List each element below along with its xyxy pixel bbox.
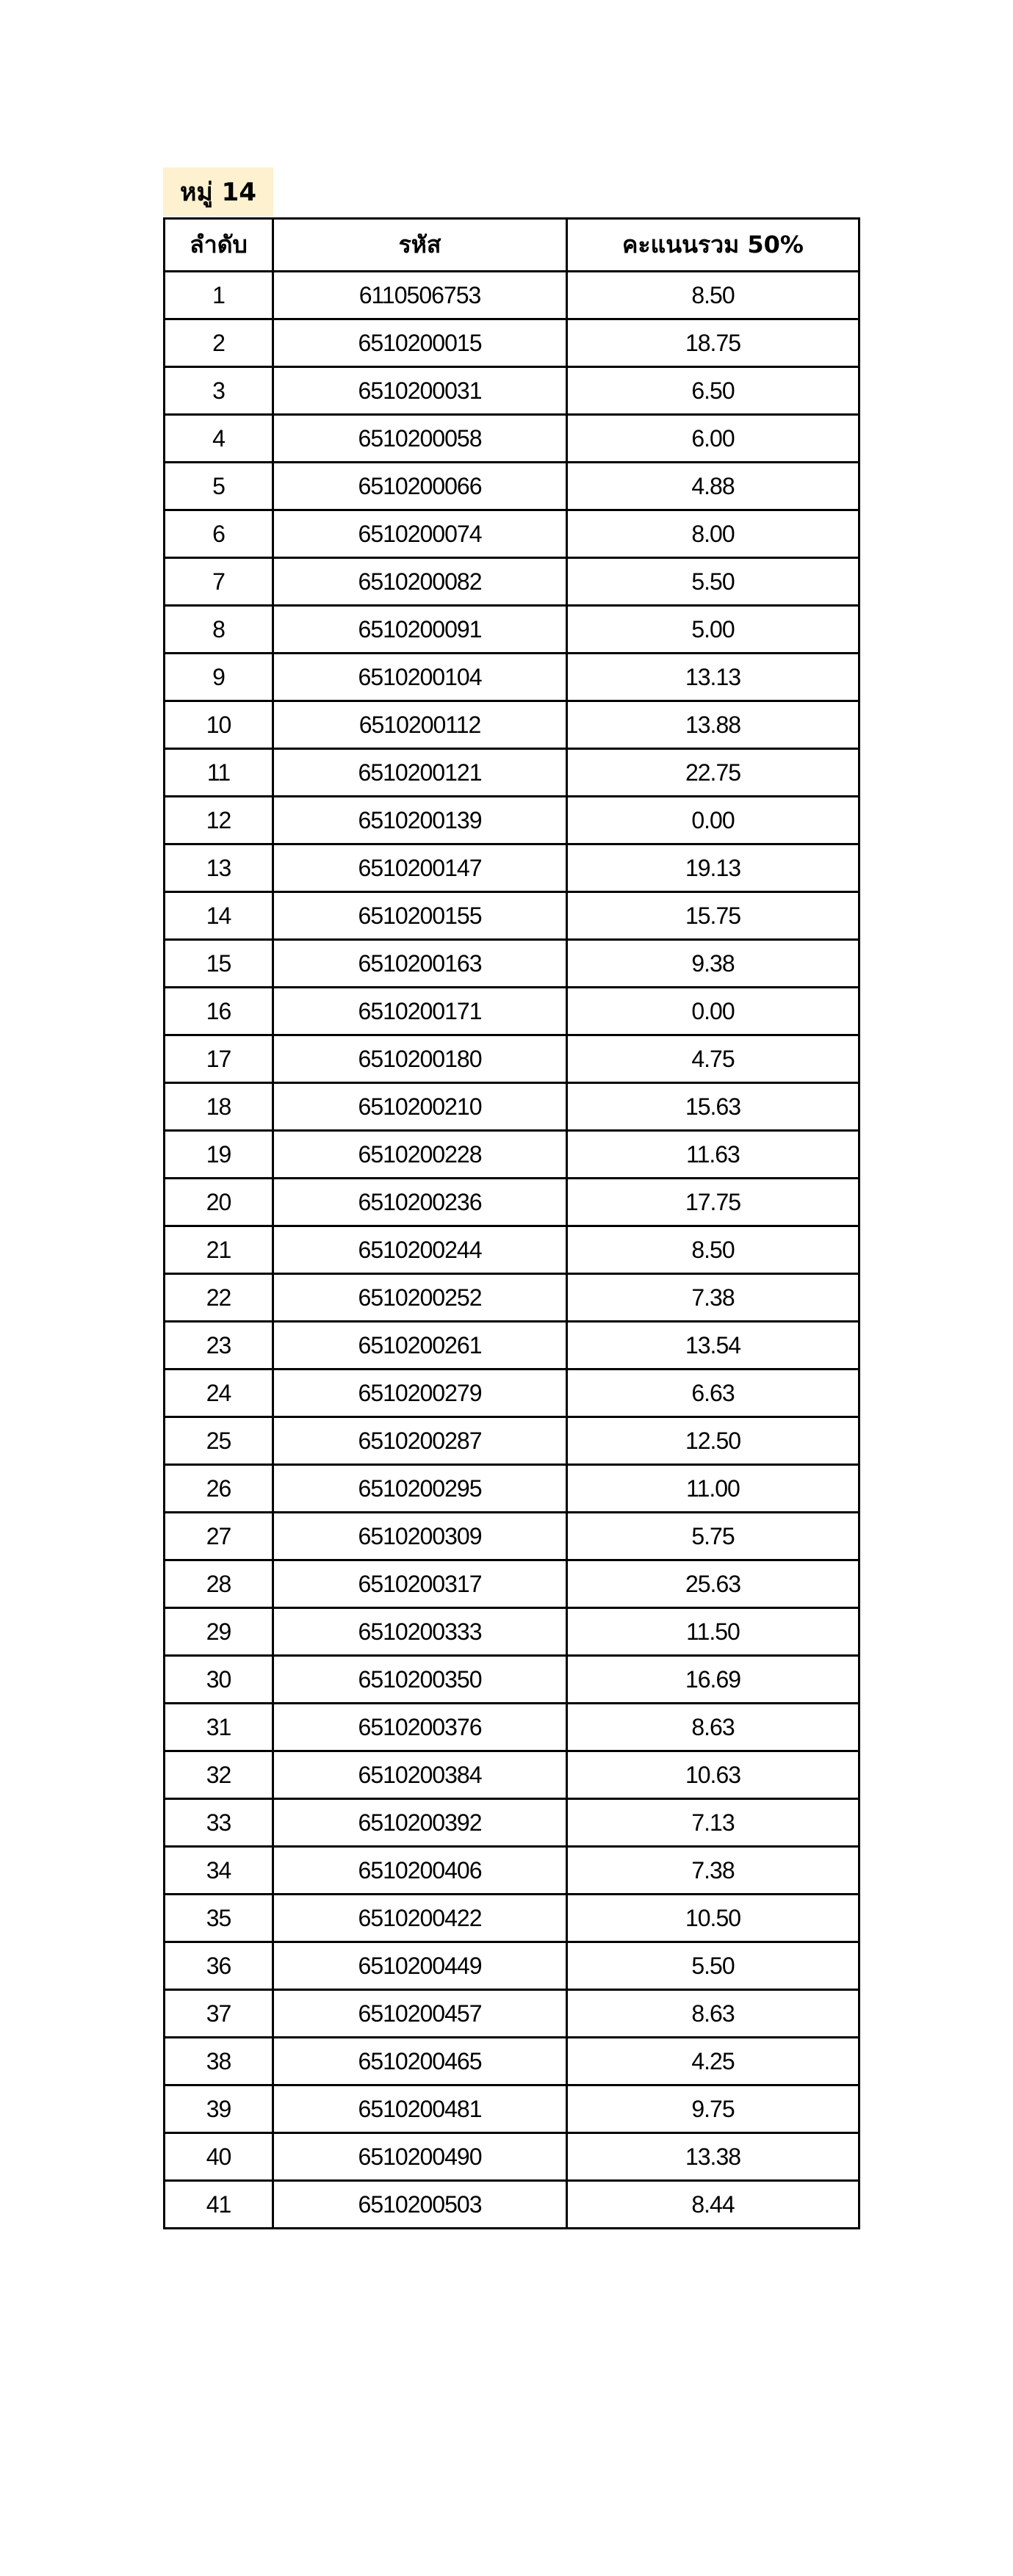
score-cell: 15.75	[567, 892, 859, 940]
table-row	[165, 463, 859, 510]
score-cell: 6.50	[567, 367, 859, 415]
table-row	[165, 749, 859, 797]
table-row	[165, 1322, 859, 1370]
table-body	[165, 272, 859, 2229]
student-id-cell: 6510200317	[273, 1560, 567, 1608]
score-cell: 7.13	[567, 1799, 859, 1847]
student-id-cell: 6510200082	[273, 558, 567, 606]
score-cell: 7.38	[567, 1847, 859, 1895]
row-number-cell: 8	[165, 606, 273, 654]
column-header-id: รหัส	[273, 219, 567, 272]
row-number-cell: 16	[165, 988, 273, 1035]
row-number-cell: 27	[165, 1513, 273, 1560]
score-cell: 5.75	[567, 1513, 859, 1560]
score-cell: 0.00	[567, 988, 859, 1035]
student-id-cell: 6510200309	[273, 1513, 567, 1560]
row-number-cell: 39	[165, 2085, 273, 2133]
student-id-cell: 6510200252	[273, 1274, 567, 1322]
column-header-no: ลำดับ	[165, 219, 273, 272]
student-id-cell: 6510200465	[273, 2038, 567, 2085]
score-cell: 10.63	[567, 1751, 859, 1799]
row-number-cell: 20	[165, 1179, 273, 1226]
table-row	[165, 367, 859, 415]
table-row	[165, 272, 859, 319]
table-row	[165, 1560, 859, 1608]
row-number-cell: 19	[165, 1131, 273, 1179]
student-id-cell: 6510200406	[273, 1847, 567, 1895]
student-id-cell: 6510200171	[273, 988, 567, 1035]
table-row	[165, 2085, 859, 2133]
score-cell: 6.63	[567, 1370, 859, 1417]
row-number-cell: 12	[165, 797, 273, 844]
student-id-cell: 6510200244	[273, 1226, 567, 1274]
table-row	[165, 1751, 859, 1799]
row-number-cell: 1	[165, 272, 273, 319]
table-row	[165, 701, 859, 749]
row-number-cell: 22	[165, 1274, 273, 1322]
score-cell: 4.25	[567, 2038, 859, 2085]
row-number-cell: 10	[165, 701, 273, 749]
table-row	[165, 2038, 859, 2085]
score-cell: 8.00	[567, 510, 859, 558]
table-row	[165, 1895, 859, 1942]
row-number-cell: 32	[165, 1751, 273, 1799]
student-id-cell: 6510200091	[273, 606, 567, 654]
row-number-cell: 14	[165, 892, 273, 940]
score-cell: 5.50	[567, 1942, 859, 1990]
student-id-cell: 6510200121	[273, 749, 567, 797]
student-id-cell: 6510200279	[273, 1370, 567, 1417]
score-cell: 11.63	[567, 1131, 859, 1179]
group-label: หมู่ 14	[163, 167, 273, 216]
score-cell: 17.75	[567, 1179, 859, 1226]
student-id-cell: 6110506753	[273, 272, 567, 319]
student-id-cell: 6510200261	[273, 1322, 567, 1370]
table-row	[165, 1370, 859, 1417]
score-cell: 9.75	[567, 2085, 859, 2133]
table-row	[165, 797, 859, 844]
score-cell: 5.50	[567, 558, 859, 606]
row-number-cell: 3	[165, 367, 273, 415]
table-row	[165, 415, 859, 463]
student-id-cell: 6510200422	[273, 1895, 567, 1942]
table-row	[165, 844, 859, 892]
student-id-cell: 6510200287	[273, 1417, 567, 1465]
row-number-cell: 26	[165, 1465, 273, 1513]
student-id-cell: 6510200074	[273, 510, 567, 558]
student-id-cell: 6510200147	[273, 844, 567, 892]
student-id-cell: 6510200384	[273, 1751, 567, 1799]
score-cell: 11.00	[567, 1465, 859, 1513]
row-number-cell: 25	[165, 1417, 273, 1465]
student-id-cell: 6510200058	[273, 415, 567, 463]
table-row	[165, 1704, 859, 1751]
row-number-cell: 2	[165, 319, 273, 367]
score-cell: 8.44	[567, 2181, 859, 2229]
table-row	[165, 1465, 859, 1513]
student-id-cell: 6510200376	[273, 1704, 567, 1751]
score-cell: 18.75	[567, 319, 859, 367]
student-id-cell: 6510200503	[273, 2181, 567, 2229]
table-row	[165, 319, 859, 367]
score-cell: 15.63	[567, 1083, 859, 1131]
score-cell: 25.63	[567, 1560, 859, 1608]
header-row	[165, 219, 859, 272]
row-number-cell: 4	[165, 415, 273, 463]
score-cell: 8.50	[567, 272, 859, 319]
score-cell: 4.75	[567, 1035, 859, 1083]
score-cell: 8.63	[567, 1704, 859, 1751]
row-number-cell: 33	[165, 1799, 273, 1847]
table-row	[165, 510, 859, 558]
table-row	[165, 1656, 859, 1704]
score-cell: 13.88	[567, 701, 859, 749]
score-cell: 0.00	[567, 797, 859, 844]
student-id-cell: 6510200066	[273, 463, 567, 510]
table-row	[165, 1847, 859, 1895]
table-row	[165, 1035, 859, 1083]
row-number-cell: 36	[165, 1942, 273, 1990]
row-number-cell: 40	[165, 2133, 273, 2181]
table-row	[165, 1608, 859, 1656]
row-number-cell: 30	[165, 1656, 273, 1704]
student-id-cell: 6510200031	[273, 367, 567, 415]
student-id-cell: 6510200236	[273, 1179, 567, 1226]
score-cell: 5.00	[567, 606, 859, 654]
row-number-cell: 11	[165, 749, 273, 797]
table-row	[165, 1226, 859, 1274]
row-number-cell: 38	[165, 2038, 273, 2085]
student-id-cell: 6510200490	[273, 2133, 567, 2181]
table-row	[165, 940, 859, 988]
row-number-cell: 35	[165, 1895, 273, 1942]
score-cell: 8.63	[567, 1990, 859, 2038]
row-number-cell: 24	[165, 1370, 273, 1417]
student-id-cell: 6510200449	[273, 1942, 567, 1990]
score-cell: 7.38	[567, 1274, 859, 1322]
table-row	[165, 1417, 859, 1465]
row-number-cell: 9	[165, 654, 273, 701]
table-row	[165, 654, 859, 701]
row-number-cell: 29	[165, 1608, 273, 1656]
score-cell: 13.13	[567, 654, 859, 701]
student-id-cell: 6510200139	[273, 797, 567, 844]
score-cell: 9.38	[567, 940, 859, 988]
row-number-cell: 28	[165, 1560, 273, 1608]
score-cell: 22.75	[567, 749, 859, 797]
score-cell: 19.13	[567, 844, 859, 892]
score-cell: 13.38	[567, 2133, 859, 2181]
row-number-cell: 7	[165, 558, 273, 606]
row-number-cell: 17	[165, 1035, 273, 1083]
table-row	[165, 1083, 859, 1131]
table-row	[165, 2133, 859, 2181]
score-cell: 16.69	[567, 1656, 859, 1704]
table-row	[165, 1179, 859, 1226]
row-number-cell: 15	[165, 940, 273, 988]
score-cell: 12.50	[567, 1417, 859, 1465]
row-number-cell: 41	[165, 2181, 273, 2229]
student-id-cell: 6510200163	[273, 940, 567, 988]
student-id-cell: 6510200155	[273, 892, 567, 940]
score-cell: 6.00	[567, 415, 859, 463]
student-id-cell: 6510200481	[273, 2085, 567, 2133]
student-id-cell: 6510200295	[273, 1465, 567, 1513]
student-id-cell: 6510200392	[273, 1799, 567, 1847]
student-id-cell: 6510200210	[273, 1083, 567, 1131]
student-id-cell: 6510200457	[273, 1990, 567, 2038]
score-cell: 11.50	[567, 1608, 859, 1656]
score-cell: 8.50	[567, 1226, 859, 1274]
table-row	[165, 1131, 859, 1179]
student-id-cell: 6510200228	[273, 1131, 567, 1179]
table-row	[165, 558, 859, 606]
row-number-cell: 18	[165, 1083, 273, 1131]
student-id-cell: 6510200180	[273, 1035, 567, 1083]
table-row	[165, 1990, 859, 2038]
table-row	[165, 1513, 859, 1560]
row-number-cell: 34	[165, 1847, 273, 1895]
student-id-cell: 6510200333	[273, 1608, 567, 1656]
table-row	[165, 2181, 859, 2229]
student-id-cell: 6510200350	[273, 1656, 567, 1704]
table-row	[165, 606, 859, 654]
score-cell: 10.50	[567, 1895, 859, 1942]
student-id-cell: 6510200112	[273, 701, 567, 749]
table-row	[165, 988, 859, 1035]
row-number-cell: 31	[165, 1704, 273, 1751]
score-table	[163, 217, 860, 2229]
row-number-cell: 21	[165, 1226, 273, 1274]
score-cell: 4.88	[567, 463, 859, 510]
table-row	[165, 1799, 859, 1847]
row-number-cell: 5	[165, 463, 273, 510]
row-number-cell: 37	[165, 1990, 273, 2038]
student-id-cell: 6510200015	[273, 319, 567, 367]
row-number-cell: 23	[165, 1322, 273, 1370]
row-number-cell: 6	[165, 510, 273, 558]
table-row	[165, 1942, 859, 1990]
table-row	[165, 892, 859, 940]
score-cell: 13.54	[567, 1322, 859, 1370]
row-number-cell: 13	[165, 844, 273, 892]
table-row	[165, 1274, 859, 1322]
student-id-cell: 6510200104	[273, 654, 567, 701]
column-header-score: คะแนนรวม 50%	[567, 219, 859, 272]
